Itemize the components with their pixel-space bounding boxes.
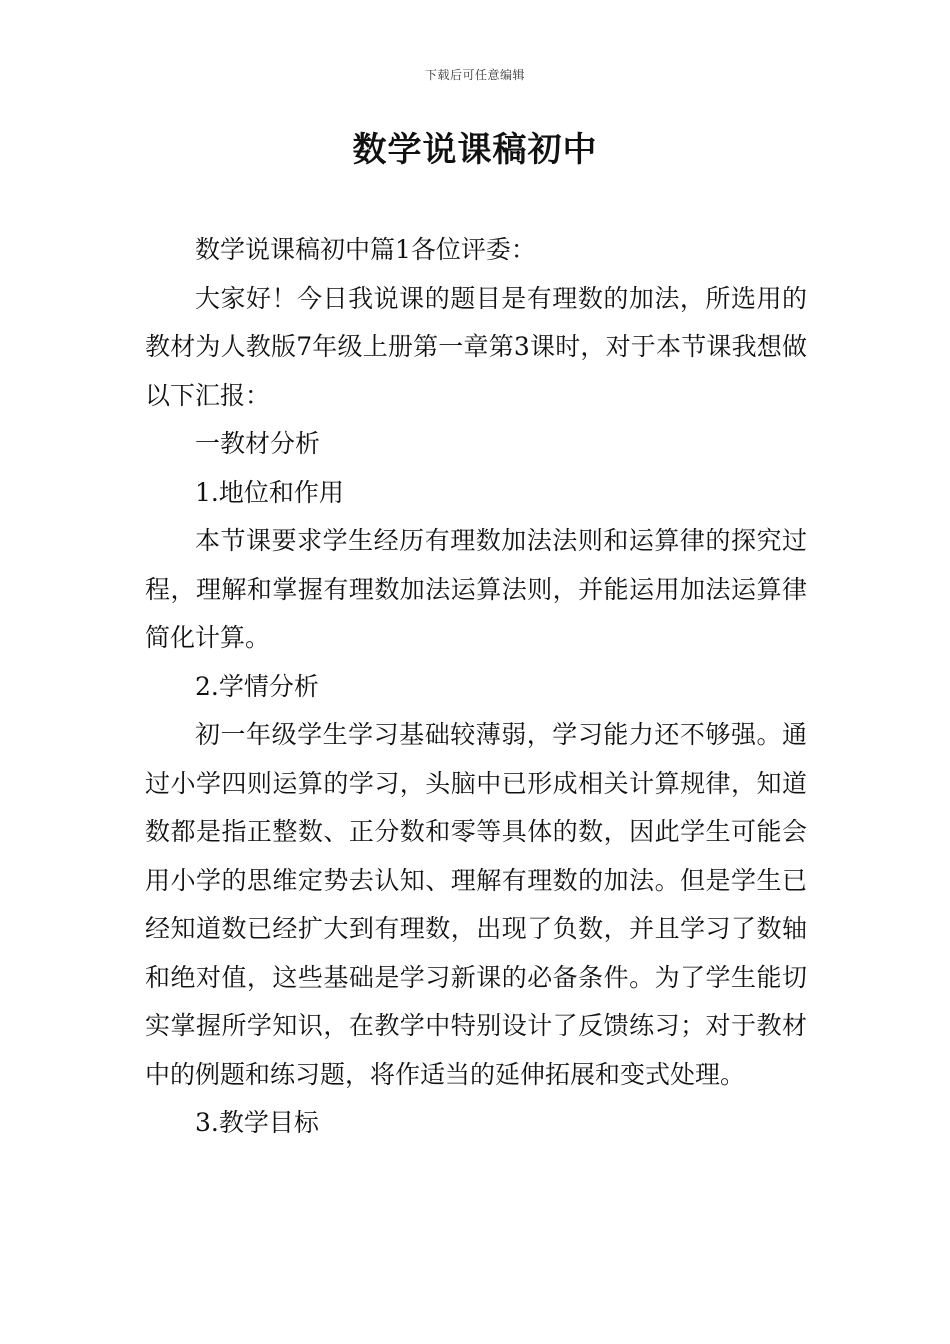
- subheading-position-and-role: 1.地位和作用: [195, 477, 344, 507]
- document-title: 数学说课稿初中: [352, 130, 598, 170]
- header-note: 下载后可任意编辑: [424, 68, 525, 82]
- paragraph-salutation: 数学说课稿初中篇1各位评委：: [195, 235, 536, 264]
- subheading-student-analysis: 2.学情分析: [195, 671, 319, 701]
- paragraph-position-and-role: 本节课要求学生经历有理数加法法则和运算律的探究过程，理解和掌握有理数加法运算法则，并能运用加法运算律简化计算。: [145, 526, 807, 652]
- paragraph-student-analysis: 初一年级学生学习基础较薄弱，学习能力还不够强。通过小学四则运算的学习，头脑中已形成相关计算规律，知道数都是指正整数、正分数和零等具体的数，因此学生可能会用小学的思维定势去认知、理解有理数的加法。但是学生已经知道数已经扩大到有理数，出现了负数，并且学习了数轴和绝对值，这些基础是学习新课的必备条件。为了学生能切实掌握所学知识，在教学中特别设计了反馈练习；对于教材中的例题和练习题，将作适当的延伸拓展和变式处理。: [145, 720, 807, 1089]
- paragraph-intro: 大家好！今日我说课的题目是有理数的加法，所选用的教材为人教版7年级上册第一章第3课时，对于本节课我想做以下汇报：: [145, 283, 807, 410]
- subheading-teaching-goals: 3.教学目标: [195, 1108, 319, 1137]
- document-body: [145, 226, 807, 1148]
- section-heading-textbook-analysis: 一教材分析: [195, 429, 321, 458]
